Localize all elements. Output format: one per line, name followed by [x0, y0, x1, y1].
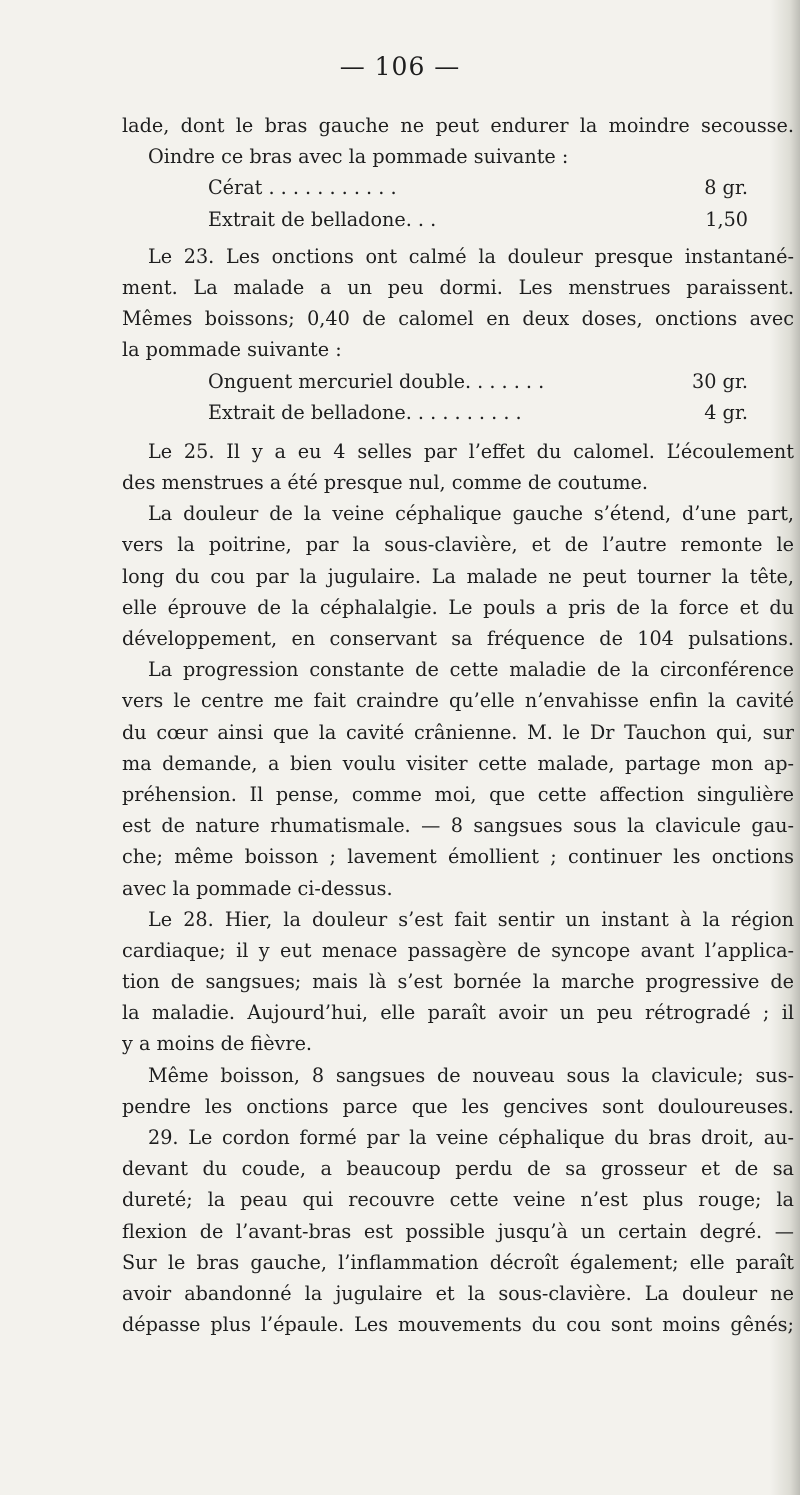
text-line: Même boisson, 8 sangsues de nouveau sous la clavicule; sus- [148, 1063, 794, 1087]
text-line: du cœur ainsi que la cavité crânienne. M. le Dr Tauchon qui, sur [122, 720, 794, 744]
recipe-quantity: 8 gr. [704, 176, 748, 200]
recipe-quantity: 30 gr. [692, 369, 748, 393]
text-line: Mêmes boissons; 0,40 de calomel en deux doses, onctions avec [122, 307, 794, 331]
text-line: la maladie. Aujourd’hui, elle paraît avoir un peu rétrogradé ; il [122, 1001, 794, 1025]
text-line: dureté; la peau qui recouvre cette veine n’est plus rouge; la [122, 1188, 794, 1212]
text-line: devant du coude, a beaucoup perdu de sa grosseur et de sa [122, 1157, 794, 1181]
text-line: la pommade suivante : [122, 338, 342, 362]
recipe-quantity: 4 gr. [704, 400, 748, 424]
text-line: long du cou par la jugulaire. La malade ne peut tourner la tête, [122, 564, 794, 588]
recipe-item: Extrait de belladone. . . . . . . . . . [208, 400, 522, 424]
recipe-line [122, 172, 748, 203]
text-line: lade, dont le bras gauche ne peut endurer la moindre secousse. [122, 114, 794, 137]
text-line: La douleur de la veine céphalique gauche s’étend, d’une part, [148, 502, 794, 526]
text-line: flexion de l’avant-bras est possible jusqu’à un certain degré. — [122, 1219, 794, 1243]
recipe-line [122, 397, 748, 428]
text-line: 29. Le cordon formé par la veine céphalique du bras droit, au- [148, 1126, 794, 1149]
text-line: elle éprouve de la céphalalgie. Le pouls a pris de la force et du [122, 595, 794, 619]
page-number: — 106 — [339, 52, 461, 81]
text-line: Oindre ce bras avec la pommade suivante : [148, 145, 569, 169]
text-line: y a moins de fièvre. [122, 1032, 313, 1056]
body-text [122, 110, 794, 1340]
text-line: Sur le bras gauche, l’inflammation décroît également; elle paraît [122, 1250, 794, 1274]
text-line: ma demande, a bien voulu visiter cette malade, partage mon ap- [122, 751, 794, 775]
text-line: Le 23. Les onctions ont calmé la douleur presque instantané- [148, 244, 794, 268]
text-line: vers le centre me fait craindre qu’elle n’envahisse enfin la cavité [122, 689, 794, 713]
text-line: avoir abandonné la jugulaire et la sous-clavière. La douleur ne [122, 1281, 794, 1305]
text-line: cardiaque; il y eut menace passagère de syncope avant l’applica- [122, 938, 794, 962]
text-line: Le 25. Il y a eu 4 selles par l’effet du calomel. L’écoulement [148, 439, 794, 463]
recipe-item: Cérat . . . . . . . . . . . [208, 176, 397, 200]
text-line: développement, en conservant sa fréquence de 104 pulsations. [122, 627, 794, 650]
text-line: vers la poitrine, par la sous-clavière, et de l’autre remonte le [122, 533, 794, 557]
recipe-item: Onguent mercuriel double. . . . . . . [208, 369, 545, 393]
text-line: La progression constante de cette maladie de la circonférence [148, 658, 794, 682]
text-line: che; même boisson ; lavement émollient ; continuer les onctions [122, 845, 794, 869]
recipe-item: Extrait de belladone. . . [208, 207, 437, 231]
recipe-line [122, 204, 748, 235]
recipe-quantity: 1,50 [705, 207, 748, 231]
text-line: dépasse plus l’épaule. Les mouvements du cou sont moins gênés; [122, 1313, 794, 1337]
text-line: Le 28. Hier, la douleur s’est fait sentir un instant à la région [148, 907, 794, 931]
recipe-line [122, 366, 748, 397]
text-line: tion de sangsues; mais là s’est bornée la marche progressive de [122, 970, 794, 994]
text-line: pendre les onctions parce que les gencives sont douloureuses. [122, 1094, 794, 1118]
text-line: ment. La malade a un peu dormi. Les menstrues paraissent. [122, 275, 794, 299]
text-line: avec la pommade ci-dessus. [122, 876, 393, 900]
text-line: des menstrues a été presque nul, comme de coutume. [122, 471, 648, 495]
text-line: préhension. Il pense, comme moi, que cette affection singulière [122, 782, 794, 806]
text-line: est de nature rhumatismale. — 8 sangsues sous la clavicule gau- [122, 814, 794, 838]
